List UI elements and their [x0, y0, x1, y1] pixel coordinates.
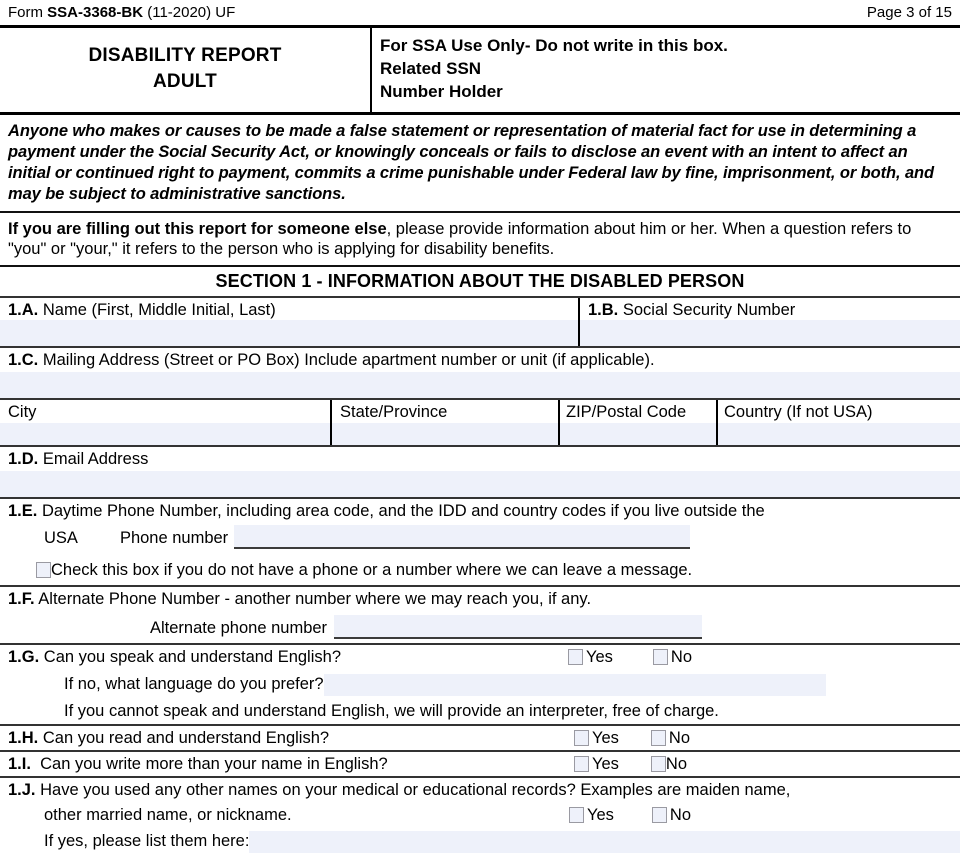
q1h-text: Can you read and understand English? — [42, 729, 330, 748]
q1j-label-line2: other married name, or nickname. — [44, 805, 292, 824]
q1g-no-option[interactable] — [653, 648, 692, 667]
write-english-row — [0, 750, 960, 776]
city-label: City — [8, 403, 37, 422]
zip-input[interactable] — [560, 423, 716, 445]
name-and-ssn-row — [0, 296, 960, 346]
speak-english-row — [0, 643, 960, 724]
section-1-banner: SECTION 1 - INFORMATION ABOUT THE DISABLED PERSON — [215, 270, 745, 291]
address-columns-row — [0, 398, 960, 444]
ssa-use-only-box — [370, 28, 960, 112]
email-row — [0, 445, 960, 497]
name-input[interactable] — [0, 320, 578, 346]
q1j-yes-label: Yes — [587, 805, 614, 824]
other-names-list-label: If yes, please list them here: — [44, 831, 250, 850]
q1h-number: 1.H. — [8, 729, 39, 748]
q1a-label — [0, 298, 578, 320]
q1h-no-label: No — [668, 729, 691, 748]
page-header — [0, 0, 960, 25]
proxy-filing-notice-rest: , please provide information about him or her. When a question refers to "you" or "your," it refers to the person who is applying for disability benefits. — [8, 220, 912, 259]
q1h-label — [0, 726, 574, 750]
q1f-text: Alternate Phone Number - another number where we may reach you, if any. — [38, 590, 592, 609]
q1j-no-checkbox[interactable] — [652, 807, 667, 823]
q1b-label — [580, 298, 960, 320]
language-preference-input[interactable] — [324, 674, 826, 696]
alternate-phone-input[interactable] — [334, 615, 702, 639]
q1g-yes-option[interactable] — [568, 648, 613, 667]
proxy-filing-notice — [0, 213, 960, 264]
q1d-label — [0, 447, 960, 471]
city-cell — [0, 400, 330, 444]
q1e-number: 1.E. — [8, 502, 38, 521]
page-indicator: Page 3 of 15 — [866, 4, 952, 21]
q1h-yes-checkbox[interactable] — [574, 730, 589, 746]
mailing-address-row — [0, 346, 960, 398]
other-names-row — [0, 776, 960, 852]
q1i-no-label: No — [665, 755, 688, 774]
q1h-no-checkbox[interactable] — [651, 730, 666, 746]
name-cell — [0, 298, 578, 346]
no-phone-checkbox-row[interactable] — [0, 549, 960, 585]
q1e-label-line1 — [0, 499, 960, 523]
q1i-yes-label: Yes — [592, 755, 619, 774]
q1j-text-line1: Have you used any other names on your medical or educational records? Examples are maiden name, — [40, 781, 791, 800]
number-holder-label: Number Holder — [380, 81, 503, 101]
q1i-number: 1.I. — [8, 755, 31, 774]
false-statement-warning: Anyone who makes or causes to be made a false statement or representation of material fact for use in determining a payment under the Social Security Act, or knowingly conceals or fails to disclose an event with an intent to affect an initial or continued right to payment, commits a crime punishable under Federal law by fine, imprisonment, or both, and may be subject to administrative sanctions. — [8, 121, 934, 204]
q1f-number: 1.F. — [8, 590, 35, 609]
q1j-no-option[interactable] — [652, 806, 691, 825]
interpreter-note: If you cannot speak and understand English, we will provide an interpreter, free of charge. — [64, 701, 719, 720]
q1g-no-label: No — [670, 647, 693, 666]
q1i-no-option[interactable] — [651, 755, 687, 774]
form-identifier — [8, 4, 235, 21]
q1i-label — [0, 752, 574, 776]
q1e-label-line2: USA — [44, 529, 78, 548]
q1j-no-label: No — [669, 805, 692, 824]
q1g-yes-checkbox[interactable] — [568, 649, 583, 665]
state-label: State/Province — [340, 403, 448, 422]
q1f-label — [0, 587, 960, 611]
q1a-number: 1.A. — [8, 300, 39, 319]
title-block — [0, 25, 960, 115]
q1i-text: Can you write more than your name in English? — [40, 755, 388, 774]
country-input[interactable] — [718, 423, 960, 445]
related-ssn-label: Related SSN — [380, 58, 482, 78]
q1d-number: 1.D. — [8, 449, 39, 468]
q1c-text: Mailing Address (Street or PO Box) Include apartment number or unit (if applicable). — [42, 350, 655, 369]
q1i-yes-checkbox[interactable] — [574, 756, 589, 772]
q1i-no-checkbox[interactable] — [651, 756, 666, 772]
alt-phone-field-label: Alternate phone number — [150, 619, 328, 638]
q1a-text: Name (First, Middle Initial, Last) — [42, 300, 276, 319]
q1c-number: 1.C. — [8, 350, 39, 369]
q1j-number: 1.J. — [8, 781, 36, 800]
q1b-number: 1.B. — [588, 300, 619, 319]
q1c-label — [0, 348, 960, 372]
ssn-input[interactable] — [580, 320, 960, 346]
form-prefix-label: Form — [8, 4, 43, 21]
q1j-yes-checkbox[interactable] — [569, 807, 584, 823]
q1h-yes-option[interactable] — [574, 729, 619, 748]
form-number: SSA-3368-BK — [47, 4, 144, 21]
q1g-yes-label: Yes — [586, 647, 613, 666]
zip-cell — [558, 400, 716, 444]
language-preference-label: If no, what language do you prefer? — [64, 675, 324, 694]
q1h-yes-label: Yes — [592, 729, 619, 748]
q1j-label-line1 — [0, 778, 960, 802]
no-phone-checkbox-label: Check this box if you do not have a phone or a number where we can leave a message. — [51, 560, 693, 579]
mailing-address-input[interactable] — [0, 372, 960, 398]
zip-label: ZIP/Postal Code — [566, 403, 687, 422]
phone-field-label: Phone number — [119, 529, 229, 548]
q1g-number: 1.G. — [8, 647, 40, 666]
daytime-phone-row — [0, 497, 960, 585]
form-revision: (11-2020) UF — [147, 4, 236, 21]
form-title — [0, 28, 370, 112]
city-input[interactable] — [0, 423, 330, 445]
country-cell — [716, 400, 960, 444]
ssa-use-only-heading: For SSA Use Only- Do not write in this box. — [380, 36, 728, 55]
form-title-line1: DISABILITY REPORT — [88, 45, 282, 67]
state-input[interactable] — [332, 423, 558, 445]
other-names-list-input[interactable] — [249, 831, 960, 853]
q1g-no-checkbox[interactable] — [653, 649, 668, 665]
read-english-row — [0, 724, 960, 750]
no-phone-checkbox[interactable] — [36, 562, 51, 578]
q1j-yes-option[interactable] — [569, 806, 614, 825]
alternate-phone-row — [0, 585, 960, 642]
ssn-cell — [578, 298, 960, 346]
q1b-text: Social Security Number — [622, 300, 796, 319]
q1h-no-option[interactable] — [651, 729, 690, 748]
state-cell — [330, 400, 558, 444]
q1e-text: Daytime Phone Number, including area code, and the IDD and country codes if you live outside the — [41, 502, 765, 521]
daytime-phone-input[interactable] — [234, 525, 690, 549]
form-title-line2: ADULT — [153, 70, 217, 92]
email-input[interactable] — [0, 471, 960, 497]
q1d-text: Email Address — [42, 449, 149, 468]
country-label: Country (If not USA) — [724, 403, 873, 422]
q1g-label — [0, 645, 568, 669]
q1i-yes-option[interactable] — [574, 755, 619, 774]
q1g-text: Can you speak and understand English? — [43, 647, 341, 666]
proxy-filing-notice-bold: If you are filling out this report for someone else — [8, 220, 387, 239]
